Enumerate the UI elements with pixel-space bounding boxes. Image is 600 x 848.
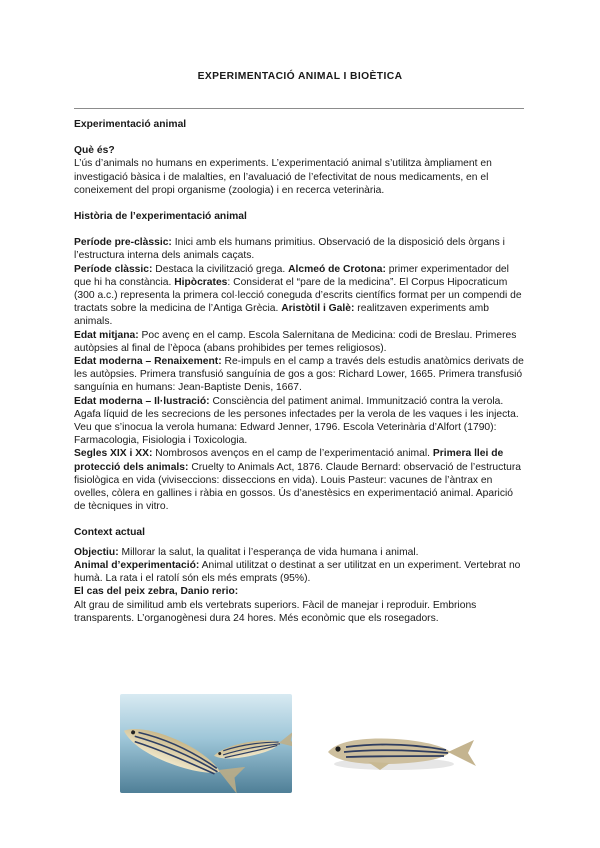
document-title: EXPERIMENTACIÓ ANIMAL I BIOÈTICA xyxy=(197,71,403,82)
subheading-que-es: Què és? xyxy=(74,145,115,157)
section-heading-experimentacio: Experimentació animal xyxy=(74,119,187,130)
paragraph-animal-experimentacio: Animal d’experimentació: Animal utilitzat o destinat a ser utilitzat en un experiment. Vertebrat no humà. La rata i el ratolí són els més emprats (95%). xyxy=(74,559,521,585)
paragraph-peix-zebra: Alt grau de similitud amb els vertebrats superiors. Fàcil de manejar i reproduir. Embrions transparents. L’organogènesi dura 24 hores. Més econòmic que els rosegadors. xyxy=(74,599,477,624)
zebrafish-pair-photo xyxy=(120,694,292,793)
paragraph-objectiu: Objectiu: Millorar la salut, la qualitat i l’esperança de vida humana i animal. xyxy=(74,546,419,558)
section-heading-historia: Història de l’experimentació animal xyxy=(74,211,247,223)
title-divider xyxy=(74,108,524,109)
history-item-medieval: Edat mitjana: Poc avenç en el camp. Escola Salernitana de Medicina: codi de Breslau. Primeres autòpsies al final de l’època (abans prohibides per temes religiosos). xyxy=(74,329,517,354)
zebrafish-single-photo xyxy=(322,694,477,792)
history-item-enlightenment: Edat moderna – Il·lustració: Consciència del patiment animal. Immunització contra la verola. Agafa líquid de les secrecions de les persones infectades per la verola de les vaques i les injecta. Veu que s’inocua la verola humana: Edward Jenner, 1796. Escola Veterinària d’Alfort (1790): Farmacologia, Fisiologia i Toxicologia. xyxy=(74,395,519,447)
history-item-preclassic: Període pre-clàssic: Inici amb els humans primitius. Observació de la disposició dels òrgans i l’estructura interna dels animals caçats. xyxy=(74,237,505,262)
paragraph-que-es: L’ús d’animals no humans en experiments. L’experimentació animal s’utilitza àmpliament en investigació bàsica i de malalties, en l’avaluació de l’efectivitat de nous medicaments, en el coneixement del propi organisme (zoologia) i en recerca veterinària. xyxy=(74,158,492,196)
history-item-xix-xx: Segles XIX i XX: Nombrosos avenços en el camp de l’experimentació animal. Primera llei de protecció dels animals: Cruelty to Animals Act, 1876. Claude Bernard: observació de l’estructura fisiològica en vida (viviseccions: disseccions en vida). Louis Pasteur: vacunes de l’àntrax en ovelles, còlera en gallines i ràbia en gossos. Ús d’anestèsics en experimentació animal. Aparició de tècniques in vitro. xyxy=(74,448,521,513)
subheading-peix-zebra: El cas del peix zebra, Danio rerio: xyxy=(74,586,239,598)
history-item-classic: Període clàssic: Destaca la civilització grega. Alcmeó de Crotona: primer experimentador del que hi ha constància. Hipòcrates: Considerat el “pare de la medicina”. El Corpus Hipocraticum (300 a.c.) representa la primera col·lecció coneguda d’escrits científics format per un compendi de tractats sobre la medicina de l’Antiga Grècia. Aristòtil i Galè: realitzaven experiments amb animals. xyxy=(74,263,522,328)
document-body xyxy=(74,118,526,625)
section-heading-context: Context actual xyxy=(74,527,145,539)
history-item-renaissance: Edat moderna – Renaixement: Re-impuls en el camp a través dels estudis anatòmics derivats de les autòpsies. Primera transfusió sanguínia de gos a gos: Richard Lower, 1665. Primera transfusió sanguínia en humans: Jean-Baptiste Denis, 1667. xyxy=(74,356,524,394)
